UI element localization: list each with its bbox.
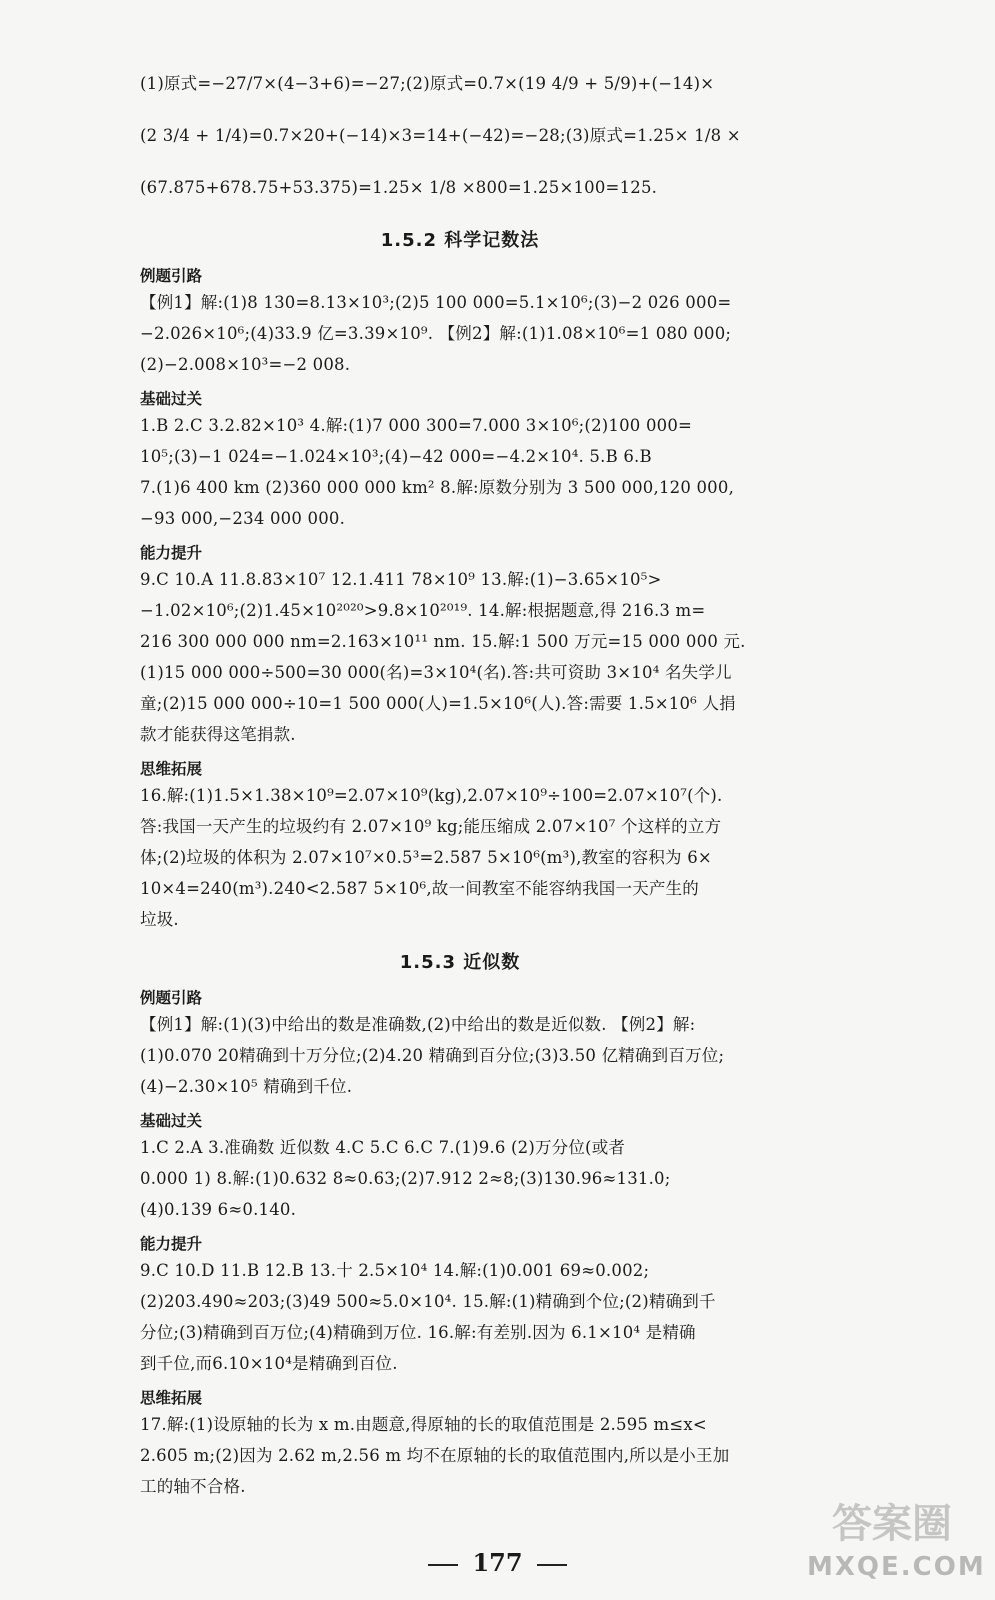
text-line: −1.02×10⁶;(2)1.45×10²⁰²⁰>9.8×10²⁰¹⁹. 14.解:根据题意,得 216.3 m= (140, 601, 706, 620)
text-line: (67.875+678.75+53.375)=1.25× 1/8 ×800=1.25×100=125. (140, 178, 658, 197)
dash-right (537, 1564, 567, 1566)
text-line: (2 3/4 + 1/4)=0.7×20+(−14)×3=14+(−42)=−28;(3)原式=1.25× 1/8 × (140, 126, 741, 145)
text-line: 答:我国一天产生的垃圾约有 2.07×10⁹ kg;能压缩成 2.07×10⁷ 个这样的立方 (140, 817, 722, 836)
text-line: (1)原式=−27/7×(4−3+6)=−27;(2)原式=0.7×(19 4/9 + 5/9)+(−14)× (140, 74, 715, 93)
subheading-thinking: 思维拓展 (140, 1389, 203, 1407)
section-title-1-5-2: 1.5.2 科学记数法 (380, 230, 540, 251)
text-line: 1.C 2.A 3.准确数 近似数 4.C 5.C 6.C 7.(1)9.6 (2)万分位(或者 (140, 1138, 626, 1157)
subheading-ability: 能力提升 (140, 1235, 203, 1253)
subheading-basic: 基础过关 (140, 390, 203, 408)
text-line: 童;(2)15 000 000÷10=1 500 000(人)=1.5×10⁶(人).答:需要 1.5×10⁶ 人捐 (140, 694, 736, 713)
dash-left (428, 1564, 458, 1566)
text-line: 分位;(3)精确到百万位;(4)精确到万位. 16.解:有差别.因为 6.1×10⁴ 是精确 (140, 1323, 696, 1342)
text-line: 工的轴不合格. (140, 1477, 246, 1496)
text-line: 2.605 m;(2)因为 2.62 m,2.56 m 均不在原轴的长的取值范围内,所以是小王加 (140, 1446, 730, 1465)
text-line: 到千位,而6.10×10⁴是精确到百位. (140, 1354, 398, 1373)
text-line: 【例1】解:(1)(3)中给出的数是准确数,(2)中给出的数是近似数. 【例2】解: (140, 1015, 696, 1034)
watermark-logo-text: 答案圈 (832, 1501, 952, 1547)
text-line: 1.B 2.C 3.2.82×10³ 4.解:(1)7 000 300=7.000 3×10⁶;(2)100 000= (140, 416, 693, 435)
subheading-example: 例题引路 (140, 989, 203, 1007)
text-line: 16.解:(1)1.5×1.38×10⁹=2.07×10⁹(kg),2.07×10⁹÷100=2.07×10⁷(个). (140, 786, 723, 805)
subheading-ability: 能力提升 (140, 544, 203, 562)
text-line: (4)−2.30×10⁵ 精确到千位. (140, 1077, 353, 1096)
text-line: 垃圾. (140, 910, 179, 929)
page-number-text: 177 (472, 1548, 523, 1577)
subheading-example: 例题引路 (140, 267, 203, 285)
text-line: 款才能获得这笔捐款. (140, 725, 296, 744)
text-line: 10×4=240(m³).240<2.587 5×10⁶,故一间教室不能容纳我国一天产生的 (140, 879, 699, 898)
text-line: −93 000,−234 000 000. (140, 509, 346, 528)
text-line: (1)0.070 20精确到十万分位;(2)4.20 精确到百分位;(3)3.50 亿精确到百万位; (140, 1046, 725, 1065)
section-title-1-5-3: 1.5.3 近似数 (399, 952, 521, 973)
page-content (140, 62, 780, 1507)
text-line: 10⁵;(3)−1 024=−1.024×10³;(4)−42 000=−4.2×10⁴. 5.B 6.B (140, 447, 652, 466)
text-line: 体;(2)垃圾的体积为 2.07×10⁷×0.5³=2.587 5×10⁶(m³),教室的容积为 6× (140, 848, 712, 867)
text-line: (2)−2.008×10³=−2 008. (140, 355, 351, 374)
text-line: 9.C 10.D 11.B 12.B 13.十 2.5×10⁴ 14.解:(1)0.001 69≈0.002; (140, 1261, 650, 1280)
text-line: (2)203.490≈203;(3)49 500≈5.0×10⁴. 15.解:(1)精确到个位;(2)精确到千 (140, 1292, 716, 1311)
text-line: 9.C 10.A 11.8.83×10⁷ 12.1.411 78×10⁹ 13.解:(1)−3.65×10⁵> (140, 570, 662, 589)
subheading-thinking: 思维拓展 (140, 760, 203, 778)
text-line: 0.000 1) 8.解:(1)0.632 8≈0.63;(2)7.912 2≈8;(3)130.96≈131.0; (140, 1169, 671, 1188)
text-line: 7.(1)6 400 km (2)360 000 000 km² 8.解:原数分别为 3 500 000,120 000, (140, 478, 735, 497)
watermark-site-text: MXQE.COM (807, 1552, 986, 1582)
text-line: (4)0.139 6≈0.140. (140, 1200, 297, 1219)
text-line: 17.解:(1)设原轴的长为 x m.由题意,得原轴的长的取值范围是 2.595 m≤x< (140, 1415, 707, 1434)
watermark-logo (807, 1492, 986, 1582)
text-line: 216 300 000 000 nm=2.163×10¹¹ nm. 15.解:1 500 万元=15 000 000 元. (140, 632, 746, 651)
text-line: (1)15 000 000÷500=30 000(名)=3×10⁴(名).答:共可资助 3×10⁴ 名失学儿 (140, 663, 732, 682)
text-line: −2.026×10⁶;(4)33.9 亿=3.39×10⁹. 【例2】解:(1)1.08×10⁶=1 080 000; (140, 324, 732, 343)
text-line: 【例1】解:(1)8 130=8.13×10³;(2)5 100 000=5.1×10⁶;(3)−2 026 000= (140, 293, 732, 312)
subheading-basic: 基础过关 (140, 1112, 203, 1130)
